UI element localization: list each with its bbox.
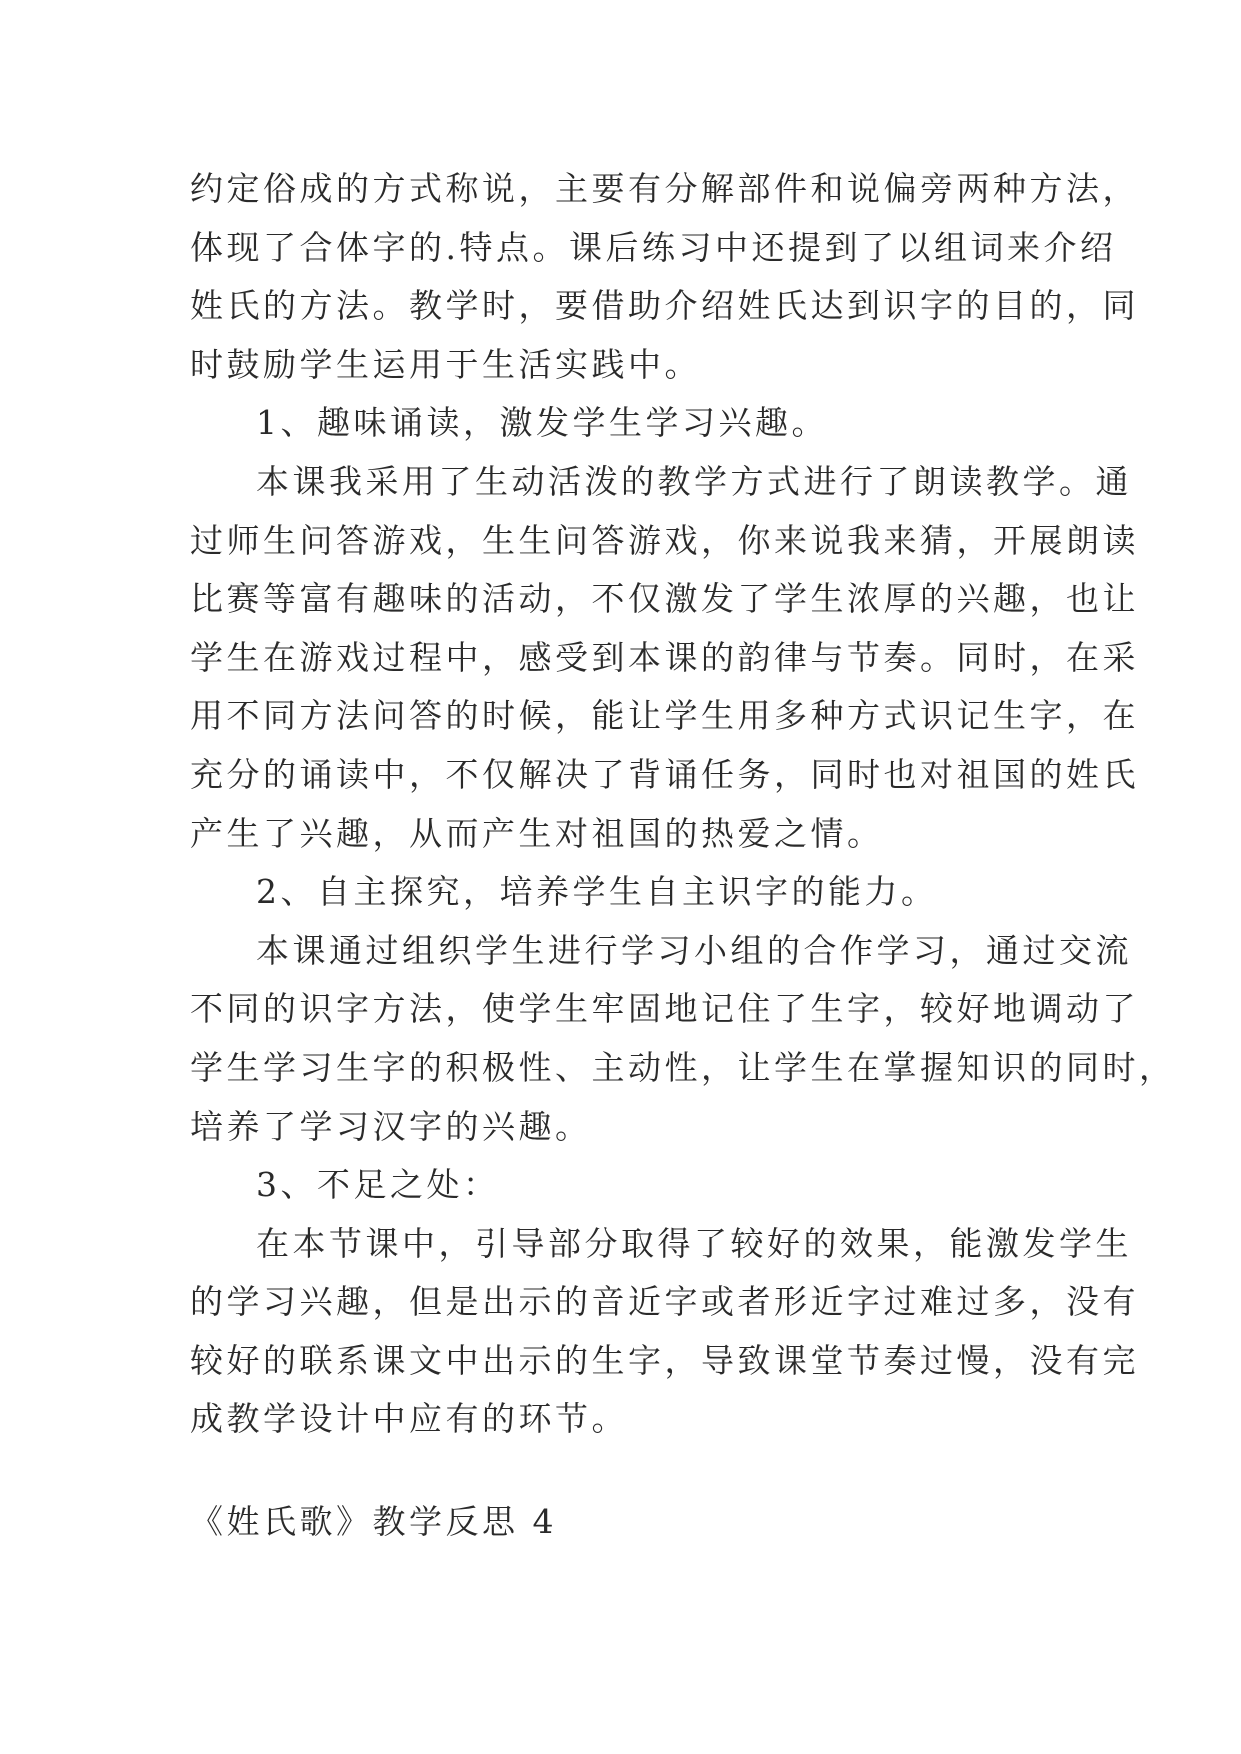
text-line: 体现了合体字的.特点。课后练习中还提到了以组词来介绍	[190, 227, 1117, 267]
text-line: 约定俗成的方式称说，主要有分解部件和说偏旁两种方法，	[190, 169, 1139, 208]
body-text	[190, 160, 1176, 1449]
text-line: 姓氏的方法。教学时，要借助介绍姓氏达到识字的目的，同	[190, 286, 1139, 326]
section-title: 《姓氏歌》教学反思 4	[190, 1502, 557, 1541]
text-line: 用不同方法问答的时候，能让学生用多种方式识记生字，在	[190, 696, 1139, 736]
heading-1: 1、趣味诵读，激发学生学习兴趣。	[256, 403, 828, 443]
text-line: 过师生问答游戏，生生问答游戏，你来说我来猜，开展朗读	[190, 520, 1139, 560]
text-line: 在本节课中，引导部分取得了较好的效果，能激发学生	[256, 1223, 1132, 1263]
text-line: 成教学设计中应有的环节。	[190, 1399, 628, 1439]
text-line: 时鼓励学生运用于生活实践中。	[190, 344, 701, 384]
text-line: 培养了学习汉字的兴趣。	[190, 1106, 592, 1146]
text-line: 本课通过组织学生进行学习小组的合作学习，通过交流	[256, 930, 1132, 970]
text-line: 产生了兴趣，从而产生对祖国的热爱之情。	[190, 813, 884, 853]
text-line: 本课我采用了生动活泼的教学方式进行了朗读教学。通	[256, 461, 1132, 501]
text-line: 比赛等富有趣味的活动，不仅激发了学生浓厚的兴趣，也让	[190, 579, 1139, 619]
text-line: 的学习兴趣，但是出示的音近字或者形近字过难过多，没有	[190, 1282, 1139, 1322]
text-line: 充分的诵读中，不仅解决了背诵任务，同时也对祖国的姓氏	[190, 754, 1139, 794]
text-line: 不同的识字方法，使学生牢固地记住了生字，较好地调动了	[190, 989, 1139, 1029]
heading-2: 2、自主探究，培养学生自主识字的能力。	[256, 872, 938, 912]
text-line: 学生学习生字的积极性、主动性，让学生在掌握知识的同时，	[190, 1047, 1176, 1087]
text-line: 较好的联系课文中出示的生字，导致课堂节奏过慢，没有完	[190, 1340, 1139, 1380]
text-line: 学生在游戏过程中，感受到本课的韵律与节奏。同时，在采	[190, 637, 1139, 677]
heading-3: 3、不足之处：	[256, 1165, 500, 1205]
